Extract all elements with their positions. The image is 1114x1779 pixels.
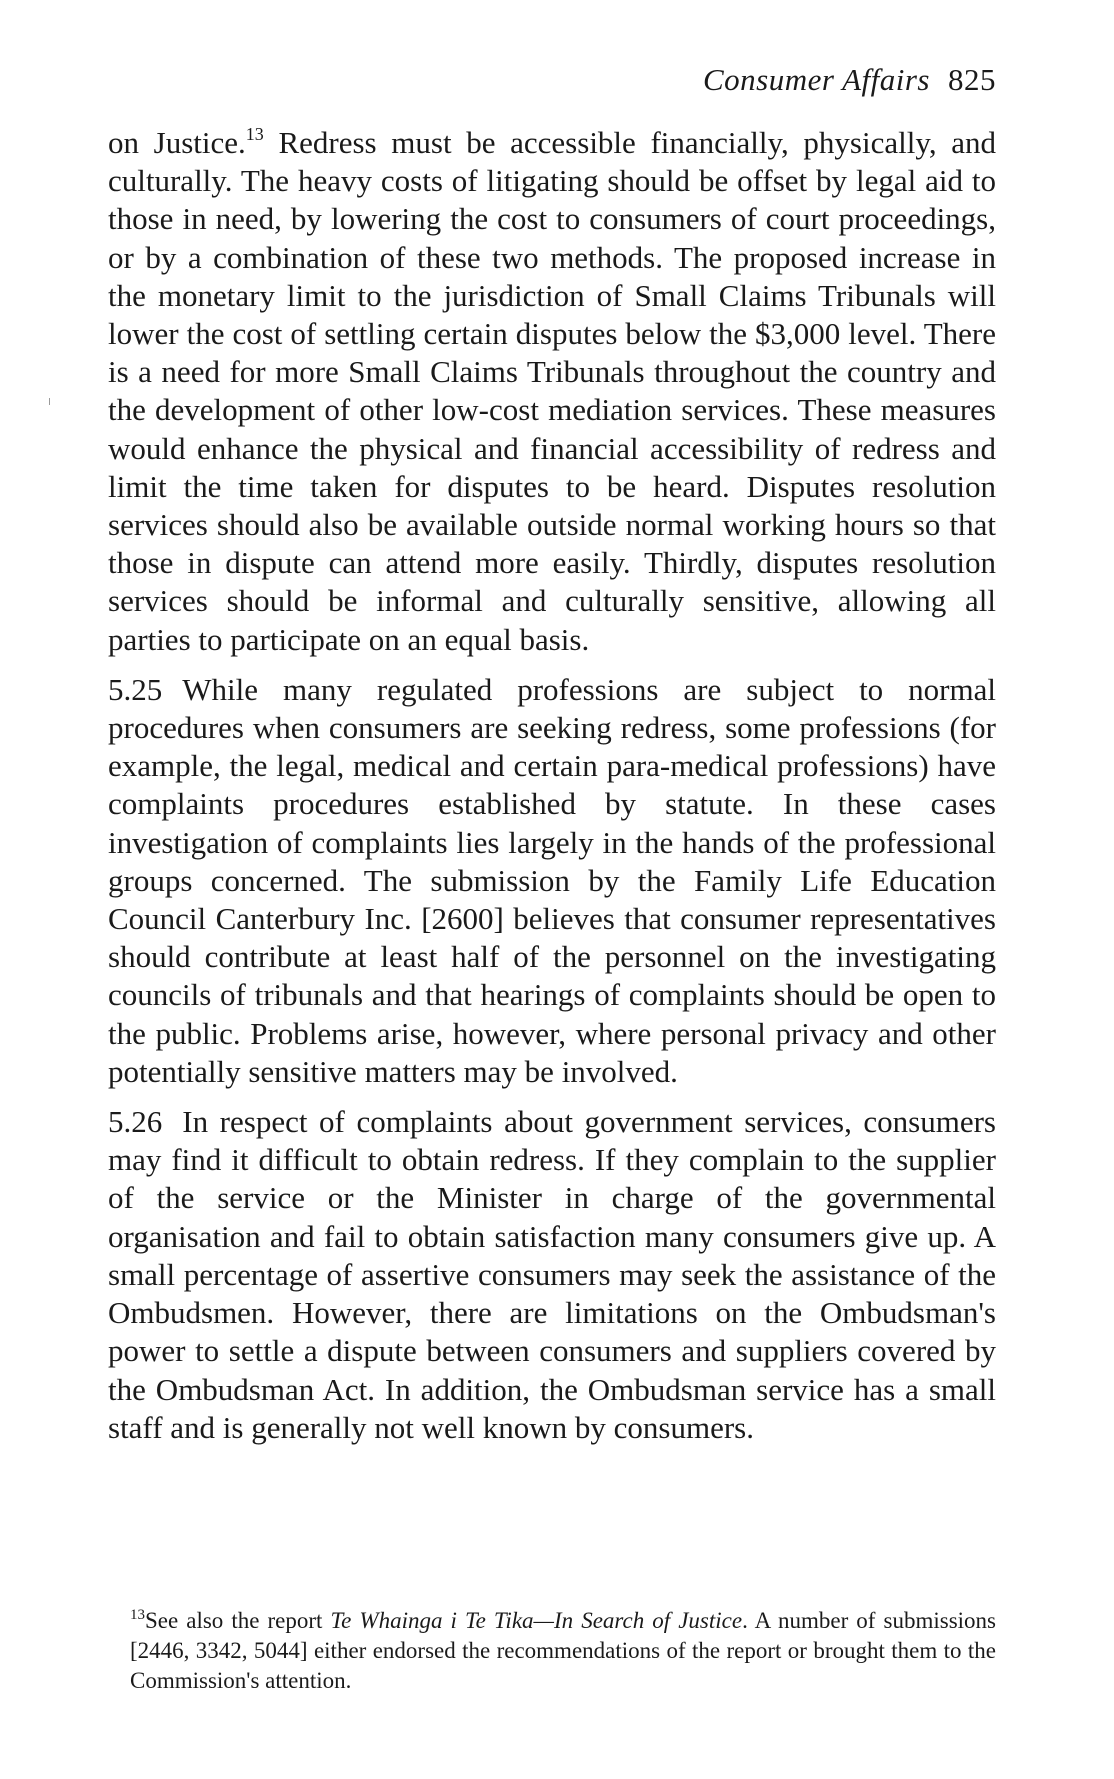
paragraph-number: 5.26 xyxy=(108,1104,163,1140)
footnote-mark: 13 xyxy=(130,1607,145,1623)
paragraph-lead: on Justice. xyxy=(108,125,246,160)
running-title: Consumer Affairs xyxy=(702,62,930,97)
margin-mark xyxy=(49,398,50,405)
footnote-text-after: . A number of submissions [2446, 3342, 5044] either endorsed the recommendations of the report or brought them to the Commission's attention. xyxy=(130,1608,996,1693)
paragraph-text: While many regulated professions are subject to normal procedures when consumers are seeking redress, some professions (for example, the legal, medical and certain para-medical professions) have complaints procedures established by statute. In these cases investigation of complaints lies largely in the hands of the professional groups concerned. The submission by the Family Life Education Council Canterbury Inc. [2600] believes that consumer representatives should contribute at least half of the personnel on the investigating councils of tribunals and that hearings of complaints should be open to the public. Problems arise, however, where personal privacy and other potentially sensitive matters may be involved. xyxy=(108,671,996,1089)
page-number: 825 xyxy=(948,62,996,97)
paragraph-number: 5.25 xyxy=(108,671,163,707)
footnote-report-title: Te Whainga i Te Tika—In Search of Justice xyxy=(330,1608,743,1633)
footnote-body xyxy=(108,1606,996,1696)
footnote xyxy=(108,1606,996,1696)
footnote-text-before: See also the report xyxy=(145,1608,331,1633)
paragraph-5-25 xyxy=(108,671,996,1091)
body-text xyxy=(108,124,996,1459)
footnote-reference[interactable]: 13 xyxy=(245,124,264,144)
paragraph-text: In respect of complaints about government services, consumers may find it difficult to obtain redress. If they complain to the supplier of the service or the Minister in charge of the governmental organisation and fail to obtain satisfaction many consumers give up. A small percentage of assertive consumers may seek the assistance of the Ombudsmen. However, there are limitations on the Ombudsman's power to settle a dispute between consumers and suppliers covered by the Ombudsman Act. In addition, the Ombudsman service has a small staff and is generally not well known by consumers. xyxy=(108,1104,996,1445)
paragraph-continued xyxy=(108,124,996,659)
paragraph-text: Redress must be accessible financially, physically, and culturally. The heavy costs of litigating should be offset by legal aid to those in need, by lowering the cost to consumers of court proceedings, or by a combination of these two methods. The proposed increase in the monetary limit to the jurisdiction of Small Claims Tribunals will lower the cost of settling certain disputes below the $3,000 level. There is a need for more Small Claims Tribunals throughout the country and the development of other low-cost mediation services. These measures would enhance the physical and financial accessibility of redress and limit the time taken for disputes to be heard. Disputes resolution services should also be available outside normal working hours so that those in dispute can attend more easily. Thirdly, disputes resolution services should be informal and culturally sensitive, allowing all parties to participate on an equal basis. xyxy=(108,125,996,657)
paragraph-5-26 xyxy=(108,1103,996,1447)
running-header xyxy=(703,62,996,98)
